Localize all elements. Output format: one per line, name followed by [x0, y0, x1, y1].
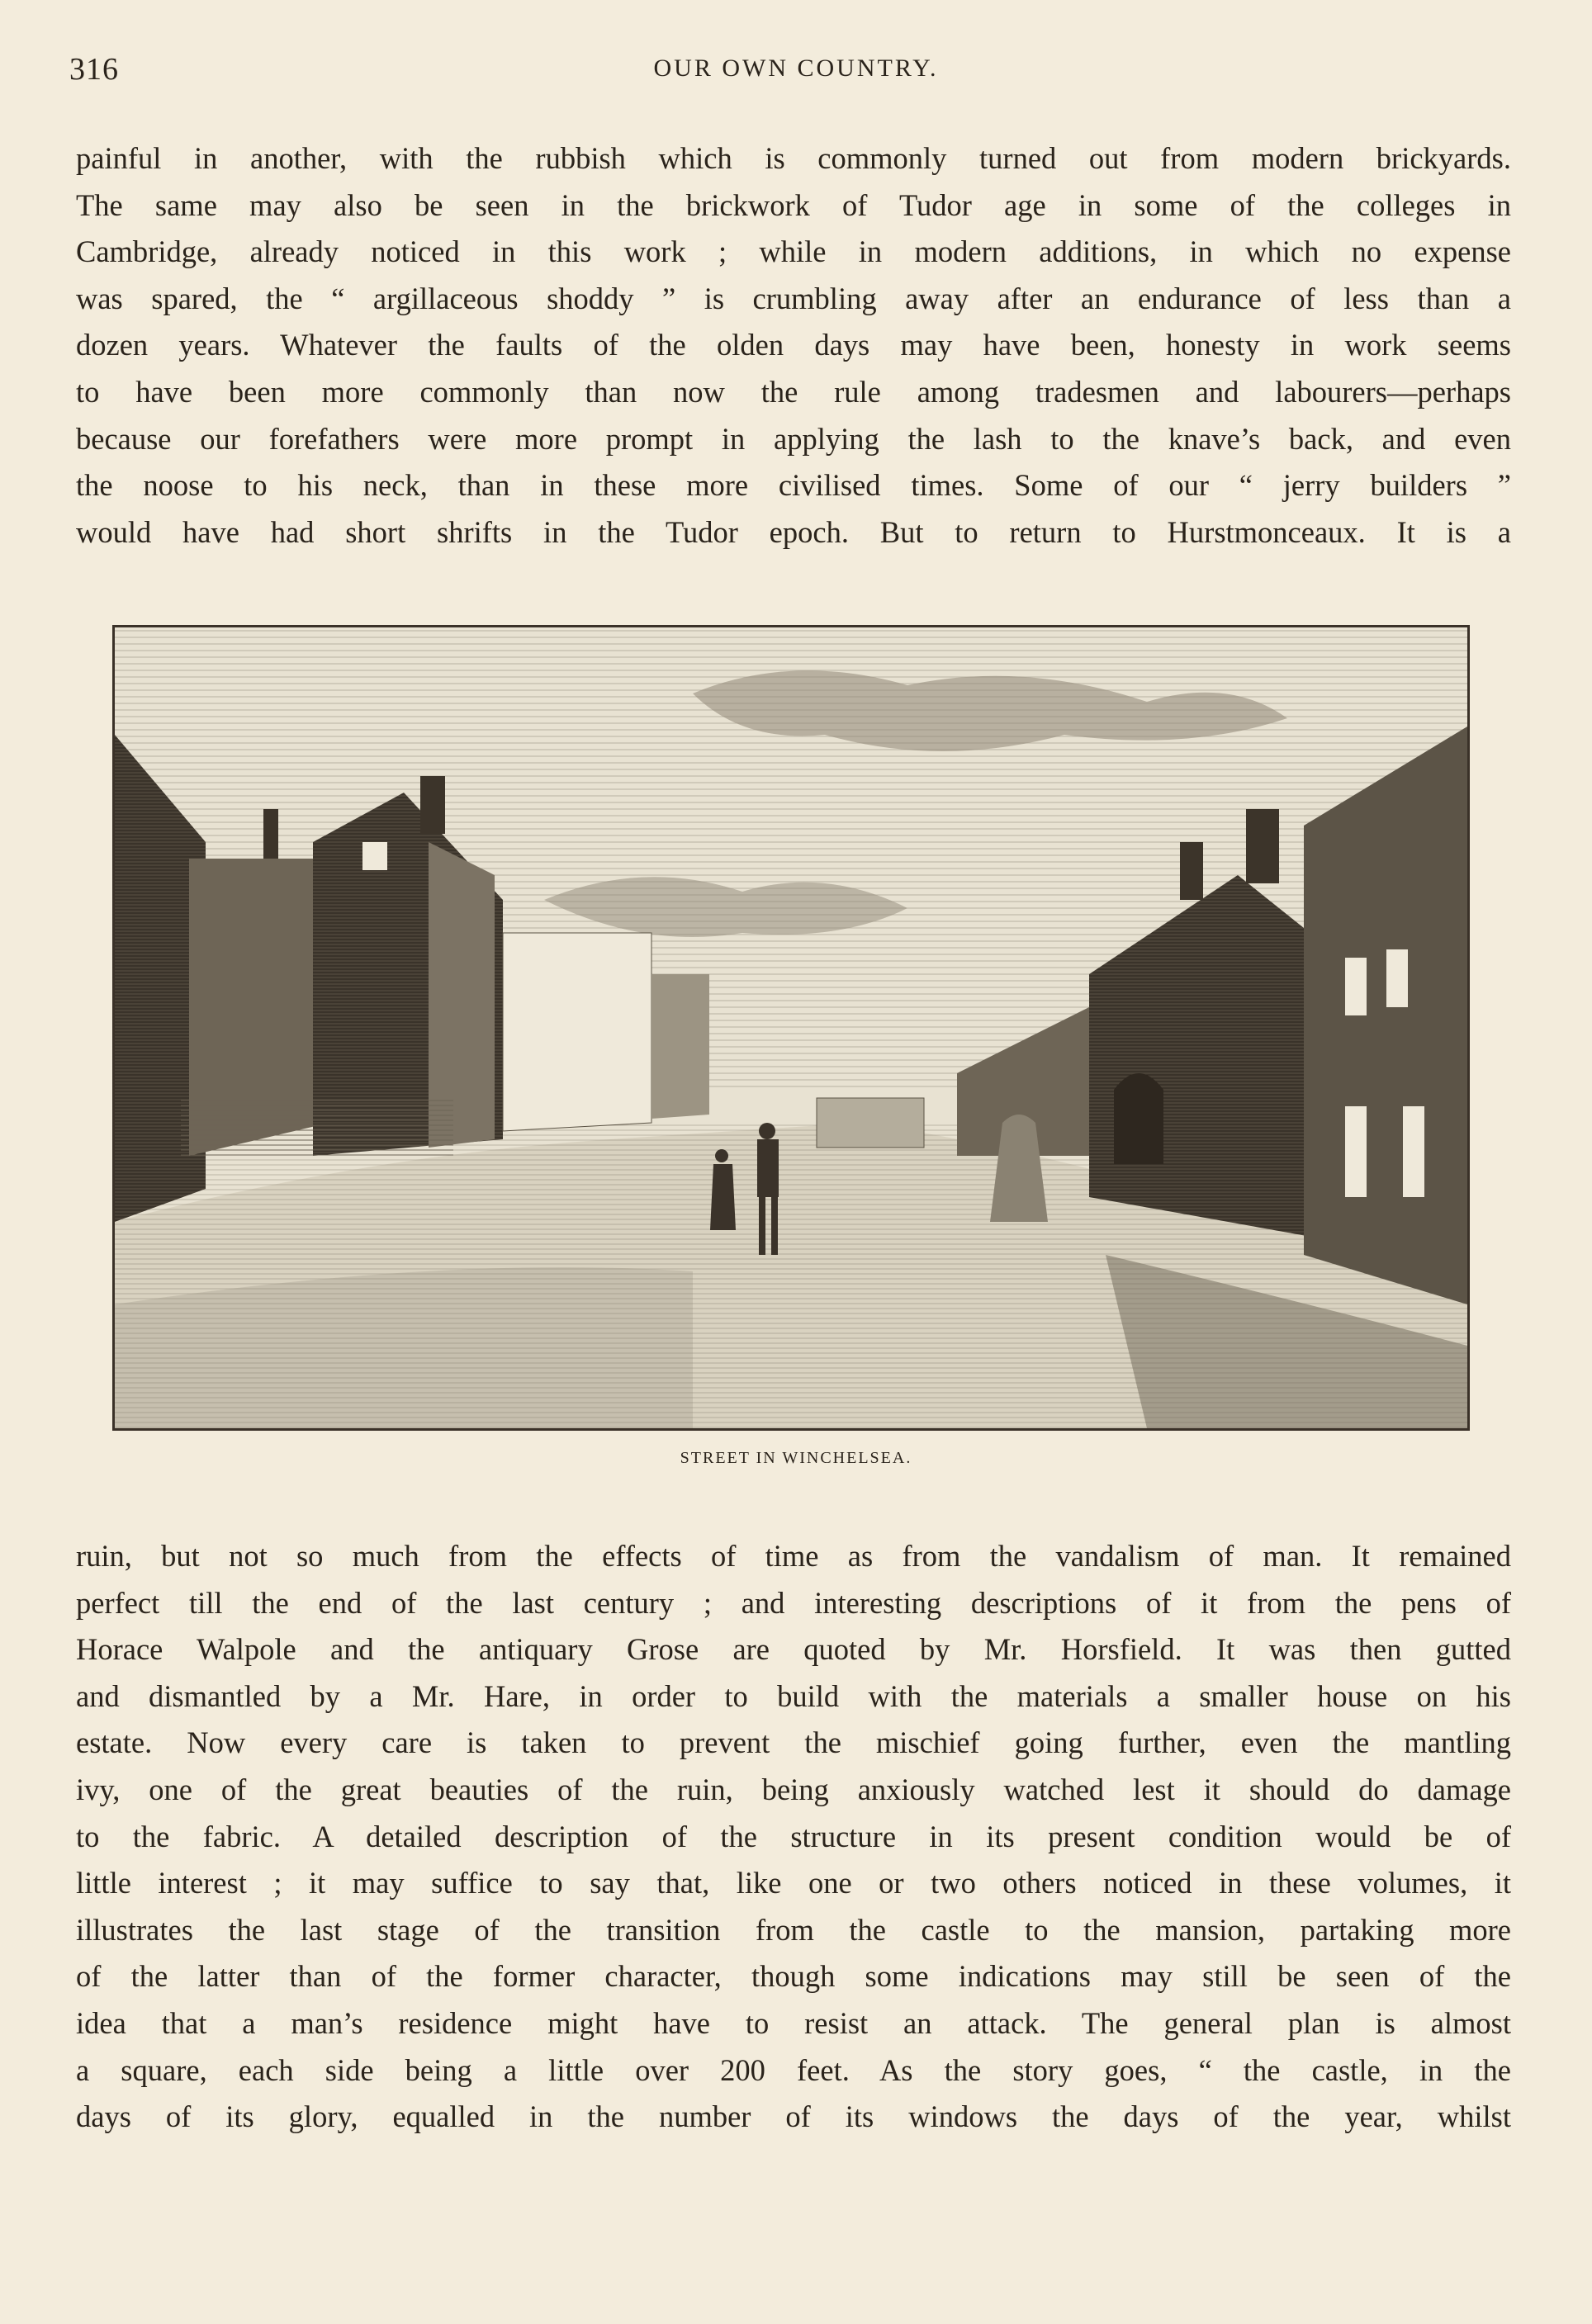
text-line: Cambridge, already noticed in this work ; while in modern additions, in which no expense	[76, 234, 1511, 269]
running-title: OUR OWN COUNTRY.	[653, 54, 939, 82]
text-line: dozen years. Whatever the faults of the olden days may have been, honesty in work seems	[76, 328, 1511, 362]
street-engraving-illustration	[112, 625, 1470, 1431]
figure-caption: STREET IN WINCHELSEA.	[680, 1449, 912, 1467]
text-line: would have had short shrifts in the Tudor epoch. But to return to Hurstmonceaux. It is a	[76, 514, 1511, 549]
text-line: of the latter than of the former character, though some indications may still be seen of the	[76, 1959, 1511, 1994]
text-line: because our forefathers were more prompt in applying the lash to the knave’s back, and even	[76, 421, 1511, 456]
text-line: to have been more commonly than now the rule among tradesmen and labourers—perhaps	[76, 374, 1511, 409]
text-line: Horace Walpole and the antiquary Grose are quoted by Mr. Horsfield. It was then gutted	[76, 1632, 1511, 1667]
text-line: painful in another, with the rubbish which is commonly turned out from modern brickyards.	[76, 141, 1511, 175]
text-line: little interest ; it may suffice to say that, like one or two others noticed in these volumes, it	[76, 1866, 1511, 1900]
text-line: the noose to his neck, than in these more civilised times. Some of our “ jerry builders ”	[76, 468, 1511, 503]
page-header	[69, 51, 1523, 101]
text-line: a square, each side being a little over 200 feet. As the story goes, “ the castle, in the	[76, 2052, 1511, 2087]
engraving-image	[115, 627, 1467, 1428]
bottom-paragraph	[76, 1533, 1511, 2141]
text-line: illustrates the last stage of the transition from the castle to the mansion, partaking more	[76, 1912, 1511, 1947]
text-line: and dismantled by a Mr. Hare, in order to build with the materials a smaller house on his	[76, 1678, 1511, 1713]
text-line: was spared, the “ argillaceous shoddy ” is crumbling away after an endurance of less than a	[76, 281, 1511, 315]
text-line: ruin, but not so much from the effects of time as from the vandalism of man. It remained	[76, 1539, 1511, 1573]
text-line: The same may also be seen in the brickwork of Tudor age in some of the colleges in	[76, 187, 1511, 222]
text-line: days of its glory, equalled in the number of its windows the days of the year, whilst	[76, 2099, 1511, 2134]
text-line: estate. Now every care is taken to prevent the mischief going further, even the mantling	[76, 1725, 1511, 1760]
top-paragraph	[76, 135, 1511, 556]
text-line: to the fabric. A detailed description of the structure in its present condition would be of	[76, 1819, 1511, 1853]
text-line: perfect till the end of the last century ; and interesting descriptions of it from the pens of	[76, 1585, 1511, 1620]
page-number: 316	[69, 52, 119, 87]
text-line: ivy, one of the great beauties of the ruin, being anxiously watched lest it should do damage	[76, 1772, 1511, 1806]
text-line: idea that a man’s residence might have to resist an attack. The general plan is almost	[76, 2005, 1511, 2040]
